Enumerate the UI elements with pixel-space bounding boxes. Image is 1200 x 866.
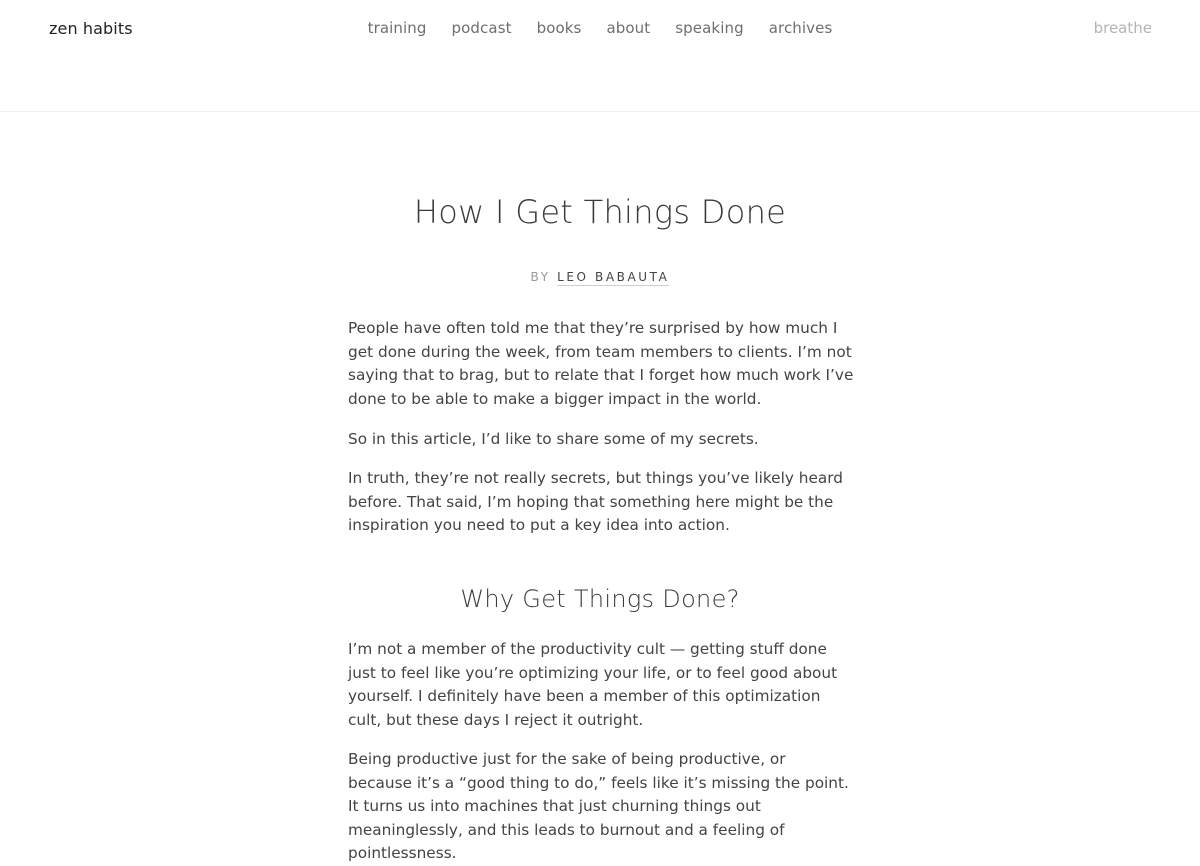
- byline-label: BY: [530, 270, 551, 284]
- main-nav: [0, 19, 1200, 37]
- paragraph: I’m not a member of the productivity cult — getting stuff done just to feel like you’re optimizing your life, or to feel good about yourself. I definitely have been a member of this optimization cult, but these days I reject it outright.: [348, 640, 838, 729]
- paragraph: Being productive just for the sake of being productive, or because it’s a “good thing to do,” feels like it’s missing the point. It turns us into machines that just churning things out meaninglessly, and this leads to burnout and a feeling of pointlessness.: [348, 750, 849, 863]
- byline: [200, 270, 1000, 284]
- nav-item-training[interactable]: training: [367, 19, 427, 37]
- nav-item-books[interactable]: books: [536, 19, 582, 37]
- nav-item-speaking[interactable]: speaking: [675, 19, 744, 37]
- breathe-link[interactable]: breathe: [1093, 19, 1152, 37]
- post-title: How I Get Things Done: [413, 193, 787, 231]
- nav-item-archives[interactable]: archives: [768, 19, 833, 37]
- paragraph: So in this article, I’d like to share some of my secrets.: [348, 430, 759, 448]
- nav-item-podcast[interactable]: podcast: [451, 19, 512, 37]
- site-header: [0, 0, 1200, 112]
- author-link[interactable]: LEO BABAUTA: [557, 270, 670, 284]
- site-title-link[interactable]: zen habits: [49, 19, 133, 38]
- nav-item-about[interactable]: about: [606, 19, 651, 37]
- paragraph: In truth, they’re not really secrets, but things you’ve likely heard before. That said, I’m hoping that something here might be the inspiration you need to put a key idea into action.: [348, 469, 843, 535]
- section-heading: Why Get Things Done?: [460, 585, 740, 613]
- paragraph: People have often told me that they’re surprised by how much I get done during the week, from team members to clients. I’m not saying that to brag, but to relate that I forget how much work I’ve done to be able to make a bigger impact in the world.: [348, 319, 854, 408]
